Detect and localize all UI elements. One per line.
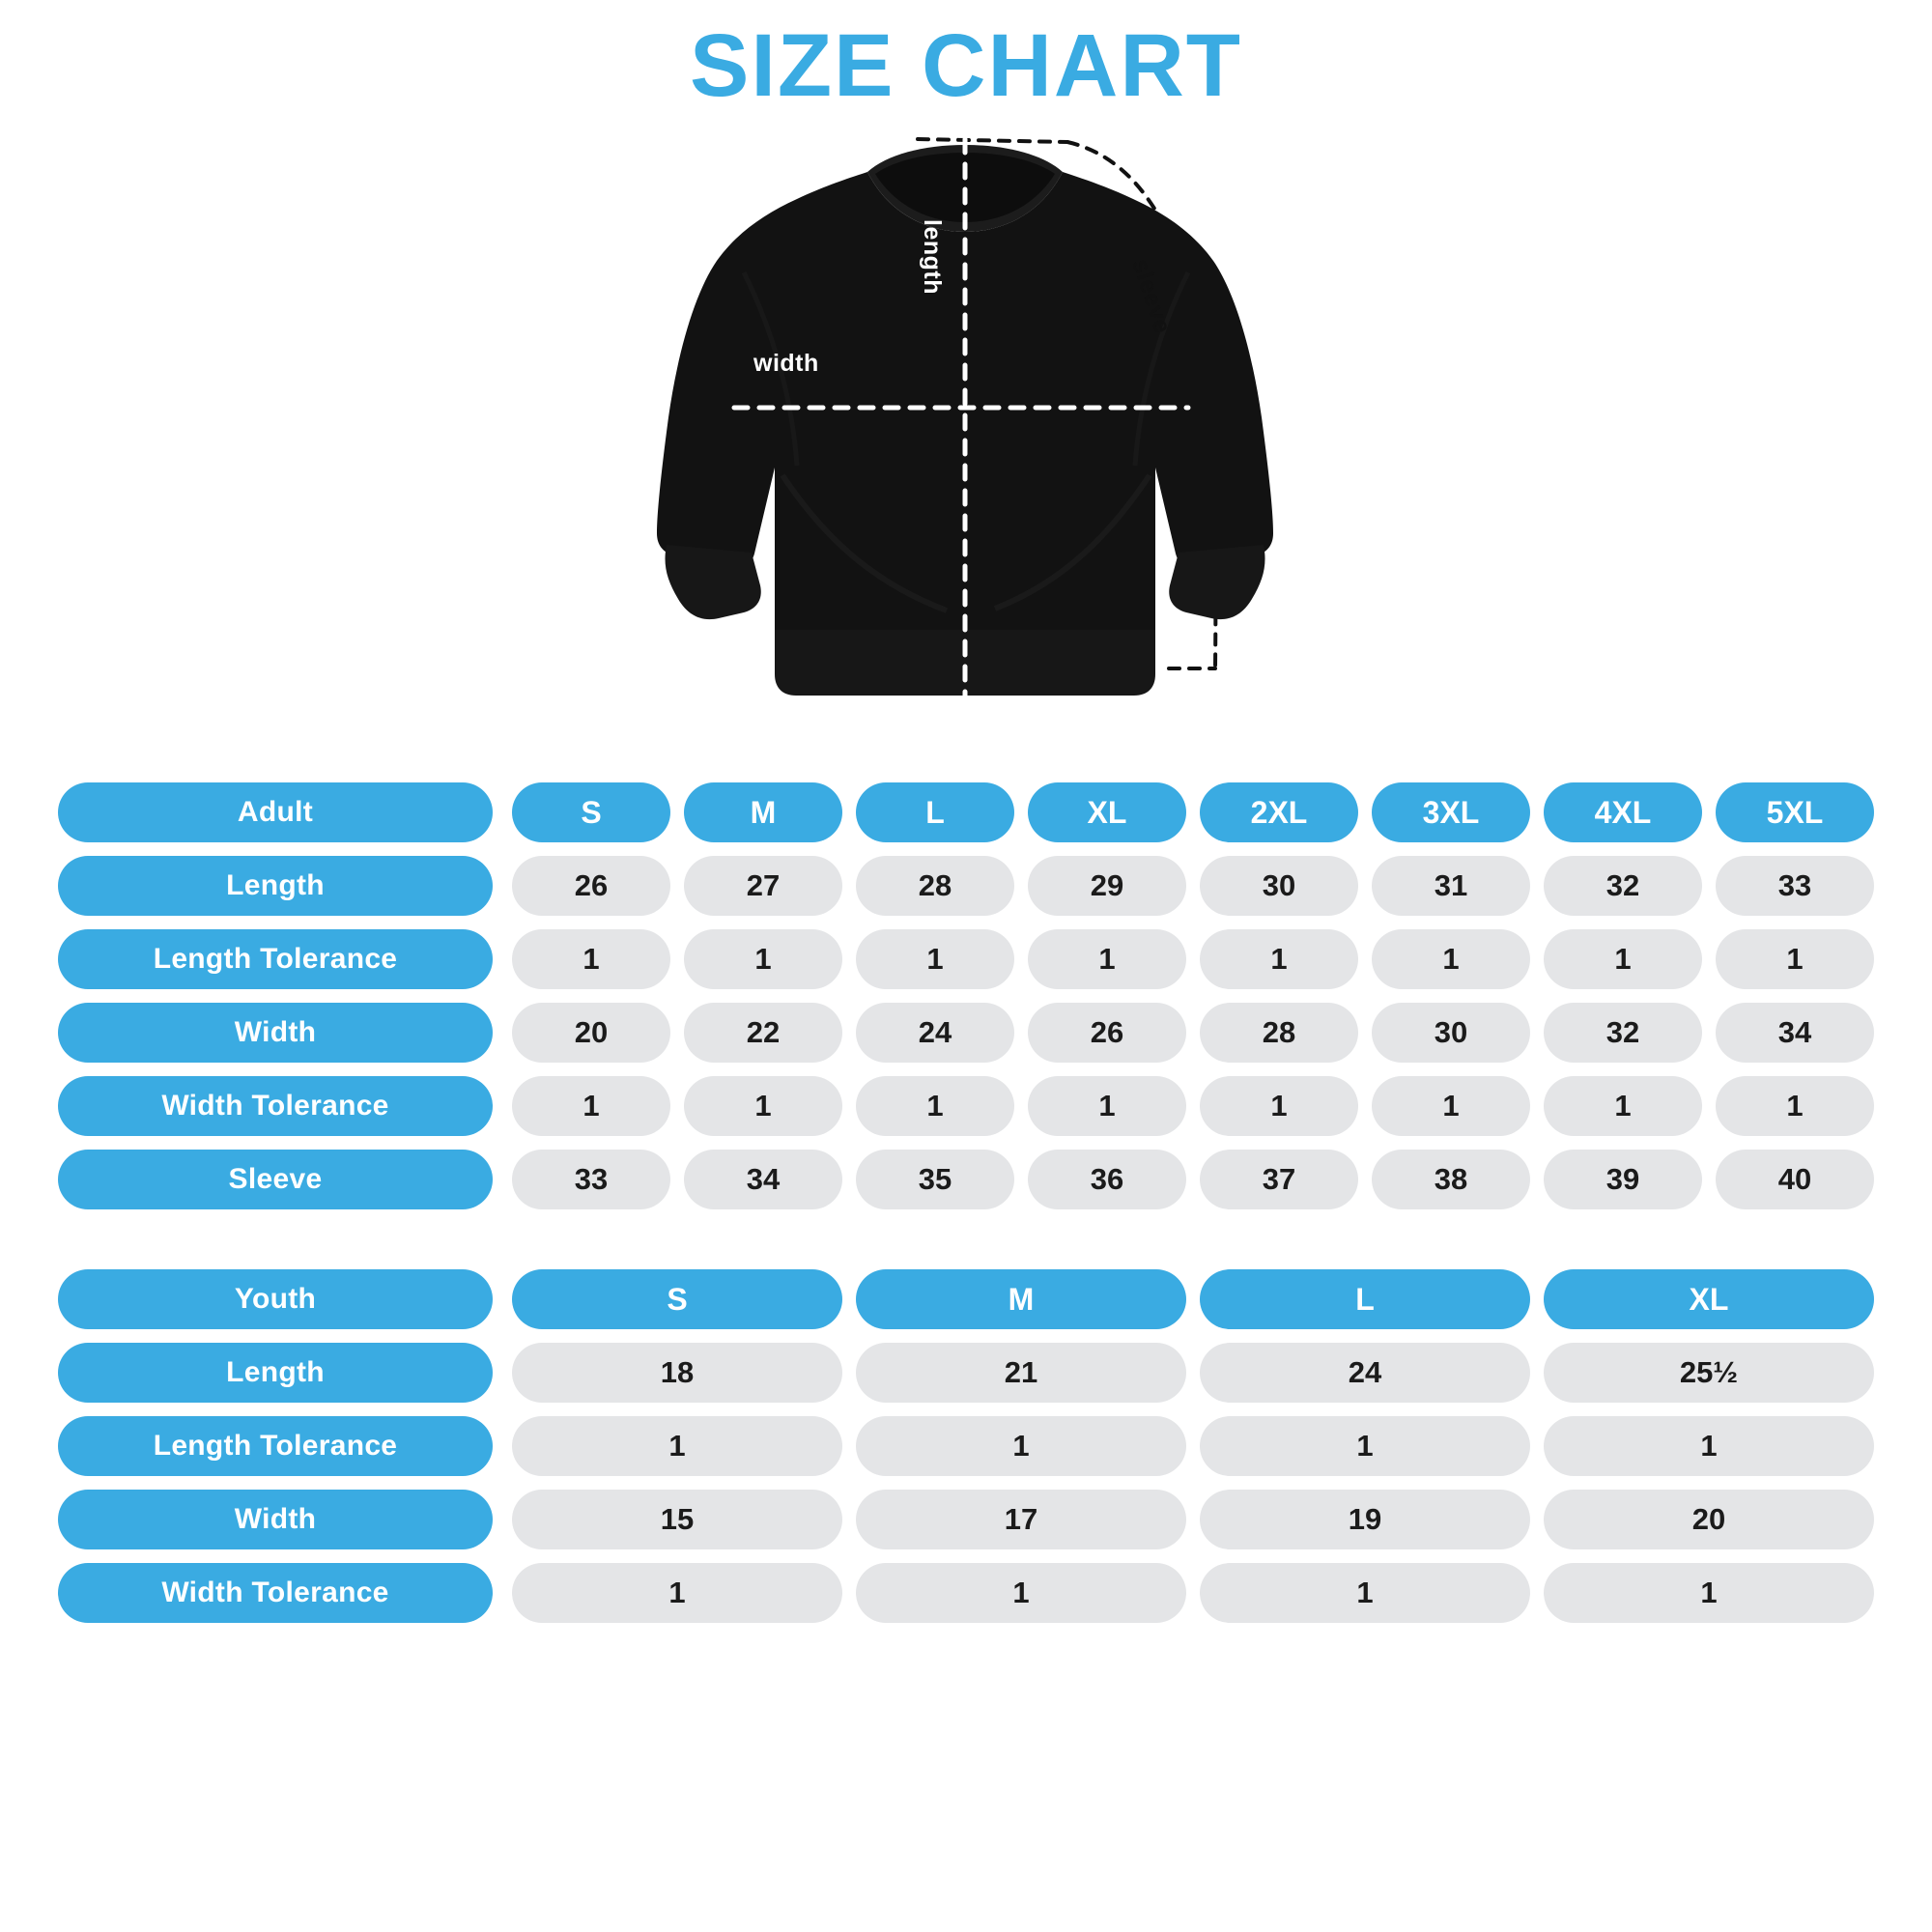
table-cell: 1 — [684, 1076, 842, 1136]
column-header-l: L — [856, 782, 1014, 842]
table-header-row — [58, 782, 1874, 842]
length-measure-label: length — [919, 219, 946, 295]
table-cell: 1 — [1028, 1076, 1186, 1136]
table-cell: 1 — [1716, 1076, 1874, 1136]
table-cell: 32 — [1544, 1003, 1702, 1063]
row-label-sleeve: Sleeve — [58, 1150, 493, 1209]
sweatshirt-icon — [628, 128, 1304, 775]
row-values-length — [512, 856, 1874, 916]
table-cell: 28 — [1200, 1003, 1358, 1063]
column-header-m: M — [856, 1269, 1186, 1329]
table-row — [58, 1076, 1874, 1136]
row-values-width-tolerance — [512, 1563, 1874, 1623]
row-values-length-tolerance — [512, 1416, 1874, 1476]
row-values-width — [512, 1490, 1874, 1549]
table-cell: 1 — [1716, 929, 1874, 989]
row-values-length — [512, 1343, 1874, 1403]
table-cell: 1 — [856, 1076, 1014, 1136]
table-row — [58, 856, 1874, 916]
table-cell: 33 — [1716, 856, 1874, 916]
table-row — [58, 1416, 1874, 1476]
column-header-xl: XL — [1544, 1269, 1874, 1329]
table-cell: 29 — [1028, 856, 1186, 916]
table-cell: 1 — [856, 929, 1014, 989]
table-cell: 20 — [1544, 1490, 1874, 1549]
table-cell: 37 — [1200, 1150, 1358, 1209]
table-cell: 1 — [856, 1416, 1186, 1476]
table-row — [58, 1150, 1874, 1209]
row-label-width: Width — [58, 1003, 493, 1063]
table-row — [58, 1003, 1874, 1063]
table-spacer — [58, 1223, 1874, 1264]
table-cell: 21 — [856, 1343, 1186, 1403]
row-label-length: Length — [58, 1343, 493, 1403]
table-header-row — [58, 1269, 1874, 1329]
table-cell: 1 — [1544, 929, 1702, 989]
table-cell: 34 — [1716, 1003, 1874, 1063]
page-title: SIZE CHART — [690, 16, 1242, 115]
table-cell: 36 — [1028, 1150, 1186, 1209]
table-cell: 24 — [1200, 1343, 1530, 1403]
table-cell: 1 — [1544, 1563, 1874, 1623]
table-cell: 1 — [512, 1563, 842, 1623]
table-cell: 35 — [856, 1150, 1014, 1209]
youth-header-cells — [512, 1269, 1874, 1329]
row-label-length-tolerance: Length Tolerance — [58, 929, 493, 989]
table-cell: 1 — [856, 1563, 1186, 1623]
adult-size-table — [58, 782, 1874, 1209]
table-cell: 15 — [512, 1490, 842, 1549]
table-cell: 24 — [856, 1003, 1014, 1063]
table-cell: 1 — [1028, 929, 1186, 989]
column-header-l: L — [1200, 1269, 1530, 1329]
row-label-width-tolerance: Width Tolerance — [58, 1076, 493, 1136]
table-cell: 19 — [1200, 1490, 1530, 1549]
table-cell: 27 — [684, 856, 842, 916]
youth-header-label: Youth — [58, 1269, 493, 1329]
table-row — [58, 929, 1874, 989]
table-cell: 1 — [1544, 1416, 1874, 1476]
garment-illustration — [58, 110, 1874, 777]
column-header-s: S — [512, 782, 670, 842]
column-header-4xl: 4XL — [1544, 782, 1702, 842]
table-cell: 17 — [856, 1490, 1186, 1549]
table-cell: 22 — [684, 1003, 842, 1063]
table-cell: 1 — [1200, 1563, 1530, 1623]
table-cell: 32 — [1544, 856, 1702, 916]
table-cell: 1 — [1372, 929, 1530, 989]
table-cell: 30 — [1200, 856, 1358, 916]
table-cell: 34 — [684, 1150, 842, 1209]
row-label-length-tolerance: Length Tolerance — [58, 1416, 493, 1476]
table-cell: 25½ — [1544, 1343, 1874, 1403]
table-cell: 26 — [512, 856, 670, 916]
adult-header-label: Adult — [58, 782, 493, 842]
width-measure-label: width — [753, 350, 819, 377]
table-cell: 33 — [512, 1150, 670, 1209]
garment-figure — [628, 128, 1304, 775]
column-header-3xl: 3XL — [1372, 782, 1530, 842]
table-cell: 1 — [1544, 1076, 1702, 1136]
table-row — [58, 1563, 1874, 1623]
column-header-s: S — [512, 1269, 842, 1329]
row-label-width-tolerance: Width Tolerance — [58, 1563, 493, 1623]
sleeve-measure-label: sleeve — [1126, 255, 1177, 337]
table-cell: 20 — [512, 1003, 670, 1063]
table-cell: 1 — [512, 1076, 670, 1136]
column-header-2xl: 2XL — [1200, 782, 1358, 842]
column-header-xl: XL — [1028, 782, 1186, 842]
adult-header-cells — [512, 782, 1874, 842]
table-cell: 1 — [684, 929, 842, 989]
table-cell: 1 — [1372, 1076, 1530, 1136]
youth-size-table — [58, 1269, 1874, 1623]
table-cell: 38 — [1372, 1150, 1530, 1209]
row-values-width — [512, 1003, 1874, 1063]
table-cell: 30 — [1372, 1003, 1530, 1063]
table-cell: 28 — [856, 856, 1014, 916]
row-label-width: Width — [58, 1490, 493, 1549]
table-cell: 1 — [1200, 1416, 1530, 1476]
table-cell: 1 — [1200, 929, 1358, 989]
row-values-sleeve — [512, 1150, 1874, 1209]
table-cell: 1 — [512, 1416, 842, 1476]
table-row — [58, 1343, 1874, 1403]
table-cell: 1 — [512, 929, 670, 989]
column-header-5xl: 5XL — [1716, 782, 1874, 842]
row-values-length-tolerance — [512, 929, 1874, 989]
table-cell: 39 — [1544, 1150, 1702, 1209]
table-cell: 40 — [1716, 1150, 1874, 1209]
table-cell: 18 — [512, 1343, 842, 1403]
row-values-width-tolerance — [512, 1076, 1874, 1136]
row-label-length: Length — [58, 856, 493, 916]
column-header-m: M — [684, 782, 842, 842]
table-cell: 26 — [1028, 1003, 1186, 1063]
table-cell: 1 — [1200, 1076, 1358, 1136]
table-cell: 31 — [1372, 856, 1530, 916]
table-row — [58, 1490, 1874, 1549]
